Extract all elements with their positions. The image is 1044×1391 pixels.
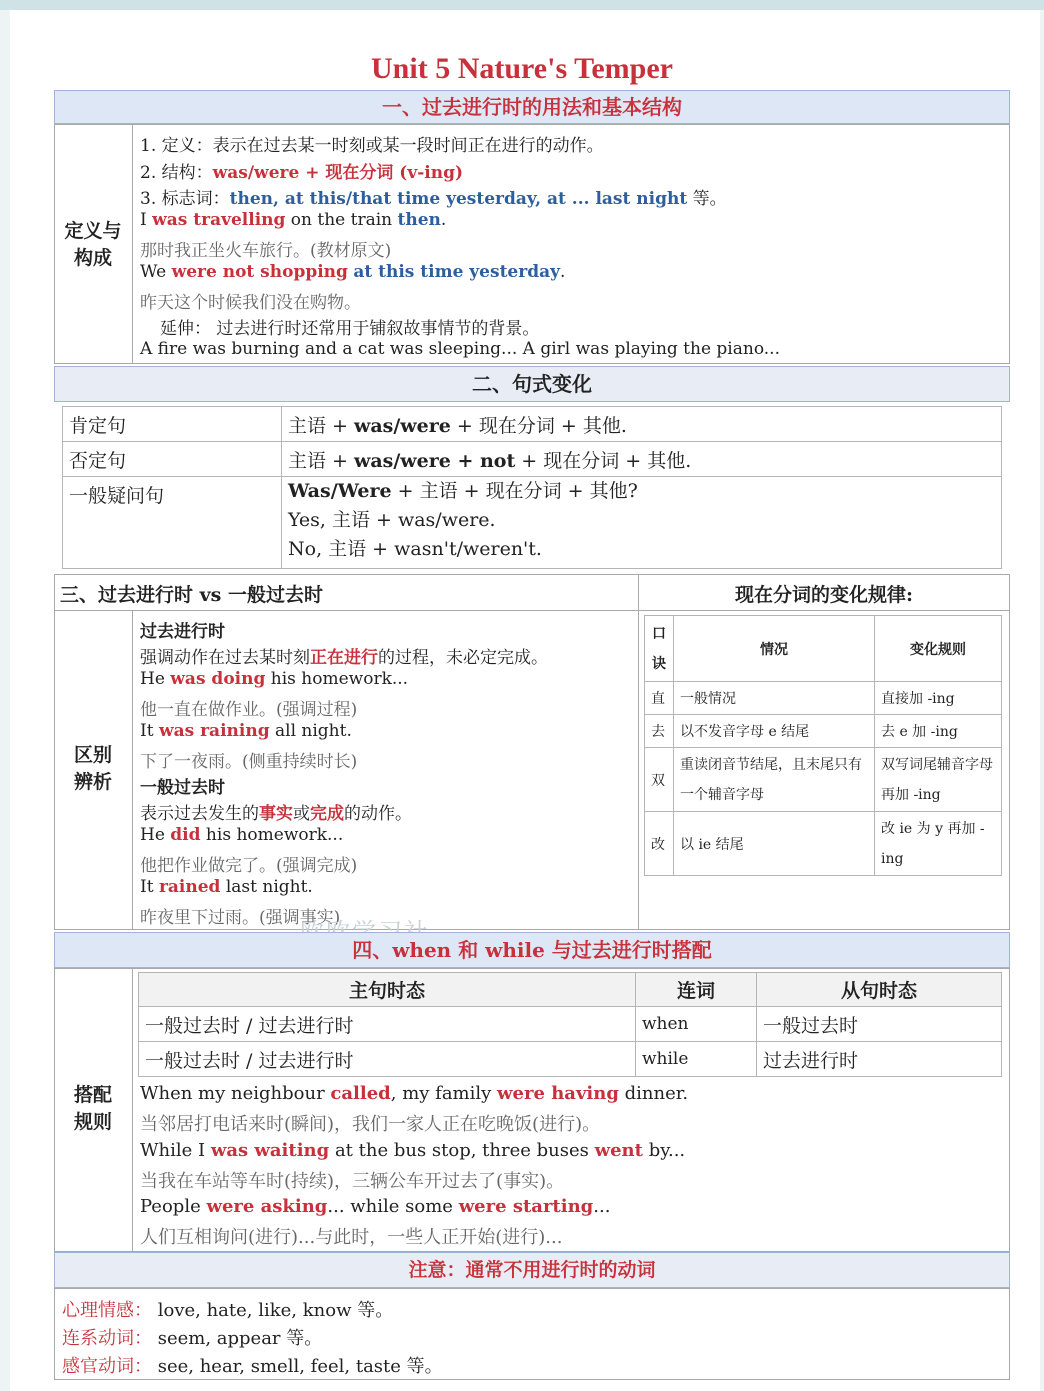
table-row: 直 一般情况 直接加 -ing <box>645 682 1002 715</box>
column-header: 情况 <box>674 616 875 682</box>
page-title: Unit 5 Nature's Temper <box>371 52 673 85</box>
pattern-type: 肯定句 <box>63 407 282 442</box>
section3-label: 区别 辨析 <box>73 744 112 793</box>
example-1-translation: 那时我正坐火车旅行。(教材原文) <box>140 241 392 261</box>
pattern-type: 一般疑问句 <box>63 477 282 569</box>
when-while-table <box>138 972 1002 1077</box>
column-header: 连词 <box>636 973 757 1007</box>
section1-label: 定义与 构成 <box>64 220 122 269</box>
past-continuous-desc: 强调动作在过去某时刻正在进行的过程，未必定完成。 <box>140 648 548 668</box>
ww-example-2: While I was waiting at the bus stop, three buses went by... <box>140 1140 686 1161</box>
pattern-type: 否定句 <box>63 442 282 477</box>
past-continuous-title: 过去进行时 <box>140 622 225 642</box>
section1-header: 一、过去进行时的用法和基本结构 <box>54 90 1010 124</box>
pc-example-1: He was doing his homework... <box>140 669 409 689</box>
extension-example: A fire was burning and a cat was sleeping... A girl was playing the piano... <box>140 339 780 359</box>
note-item: 连系动词： seem, appear 等。 <box>62 1328 323 1349</box>
table-row <box>139 973 1002 1007</box>
example-1: I was travelling on the train then. <box>140 210 447 230</box>
table-row <box>63 442 1002 477</box>
pc-example-2: It was raining all night. <box>140 721 352 741</box>
sentence-pattern-table <box>62 406 1002 569</box>
participle-header: 现在分词的变化规律: <box>734 584 913 606</box>
section3-header: 三、过去进行时 vs 一般过去时 <box>60 584 323 606</box>
column-header: 变化规则 <box>875 616 1002 682</box>
section4-label: 搭配 规则 <box>73 1084 112 1133</box>
table-row: 改 以 ie 结尾 改 ie 为 y 再加 -ing <box>645 812 1002 876</box>
note-item: 感官动词： see, hear, smell, feel, taste 等。 <box>62 1356 443 1377</box>
section2-header: 二、句式变化 <box>54 366 1010 402</box>
section4-header: 四、when 和 while 与过去进行时搭配 <box>54 932 1010 968</box>
top-border <box>0 0 1044 10</box>
ps-example-2-translation: 昨夜里下过雨。(强调事实) <box>140 908 341 928</box>
marker-line: 3. 标志词：then, at this/that time yesterday, at ... last night 等。 <box>140 189 727 209</box>
ps-example-1-translation: 他把作业做完了。(强调完成) <box>140 856 358 876</box>
pattern-formula: Was/Were + 主语 + 现在分词 + 其他? Yes, 主语 + was/were. No, 主语 + wasn't/weren't. <box>282 477 1002 569</box>
column-header: 口 诀 <box>645 616 674 682</box>
table-row <box>63 477 1002 569</box>
pattern-formula: 主语 + was/were + 现在分词 + 其他. <box>282 407 1002 442</box>
ww-example-1: When my neighbour called, my family were having dinner. <box>140 1083 689 1104</box>
ww-example-3-translation: 人们互相询问(进行)...与此时，一些人正开始(进行)... <box>140 1227 563 1248</box>
table-row <box>645 616 1002 682</box>
past-simple-desc: 表示过去发生的事实或完成的动作。 <box>140 804 412 824</box>
pc-example-1-translation: 他一直在做作业。(强调过程) <box>140 700 358 720</box>
ww-example-3: People were asking... while some were starting... <box>140 1196 611 1217</box>
note-header: 注意：通常不用进行时的动词 <box>54 1252 1010 1288</box>
table-row: 双 重读闭音节结尾，且末尾只有一个辅音字母 双写词尾辅音字母再加 -ing <box>645 748 1002 812</box>
note-item: 心理情感： love, hate, like, know 等。 <box>62 1300 394 1321</box>
structure-line: 2. 结构：was/were + 现在分词 (v-ing) <box>140 163 464 183</box>
definition-line: 1. 定义：表示在过去某一时刻或某一段时间正在进行的动作。 <box>140 136 604 156</box>
ww-example-1-translation: 当邻居打电话来时(瞬间)，我们一家人正在吃晚饭(进行)。 <box>140 1114 601 1135</box>
example-2: We were not shopping at this time yesterday. <box>140 262 566 282</box>
ww-example-2-translation: 当我在车站等车时(持续)，三辆公车开过去了(事实)。 <box>140 1171 565 1192</box>
ps-example-2: It rained last night. <box>140 877 313 897</box>
table-row <box>63 407 1002 442</box>
column-header: 主句时态 <box>139 973 636 1007</box>
table-row: 一般过去时 / 过去进行时 when 一般过去时 <box>139 1007 1002 1042</box>
table-row: 去 以不发音字母 e 结尾 去 e 加 -ing <box>645 715 1002 748</box>
table-row: 一般过去时 / 过去进行时 while 过去进行时 <box>139 1042 1002 1077</box>
participle-rules-table <box>644 615 1002 876</box>
column-header: 从句时态 <box>757 973 1002 1007</box>
past-simple-title: 一般过去时 <box>140 778 225 798</box>
example-2-translation: 昨天这个时候我们没在购物。 <box>140 293 361 313</box>
extension-note: 延伸： 过去进行时还常用于铺叙故事情节的背景。 <box>160 319 540 339</box>
ps-example-1: He did his homework... <box>140 825 344 845</box>
pattern-formula: 主语 + was/were + not + 现在分词 + 其他. <box>282 442 1002 477</box>
pc-example-2-translation: 下了一夜雨。(侧重持续时长) <box>140 752 358 772</box>
